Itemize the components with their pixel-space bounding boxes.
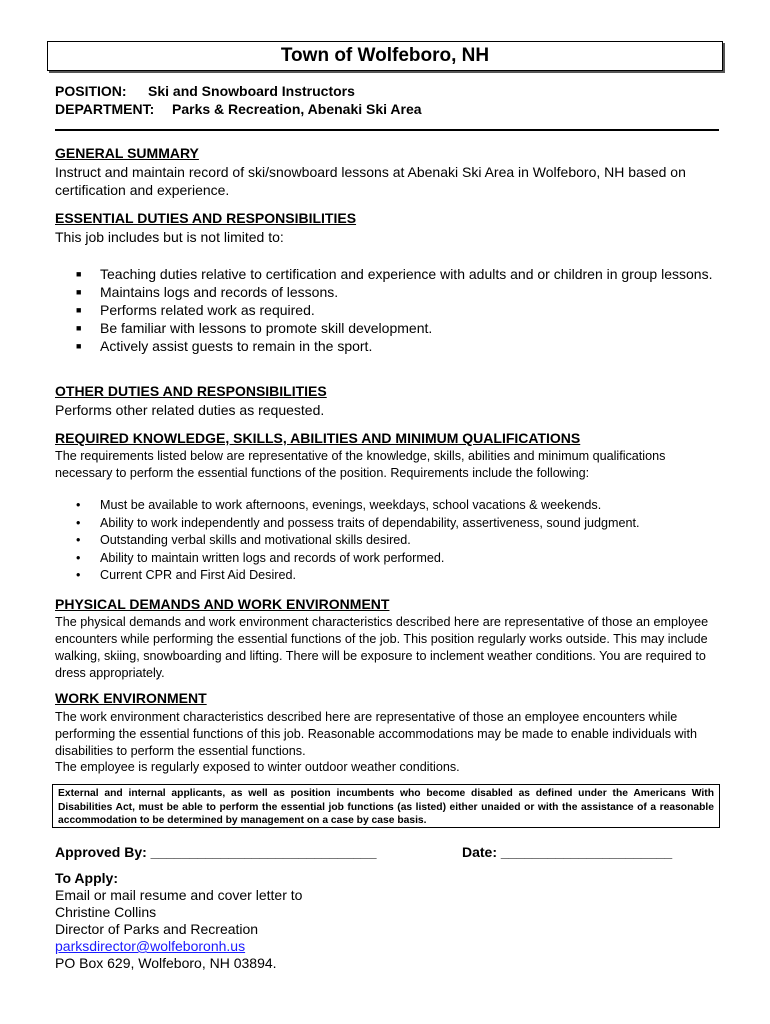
required-knowledge-list [55, 497, 719, 585]
contact-email-link[interactable]: parksdirector@wolfeboronh.us [55, 938, 246, 954]
document-title: Town of Wolfeboro, NH [47, 41, 723, 71]
bullet-icon: • [76, 550, 81, 565]
position-line [55, 83, 355, 99]
square-bullet-icon: ■ [76, 269, 82, 279]
essential-duties-list [55, 265, 719, 355]
ada-notice-box: External and internal applicants, as well as position incumbents who become disabled as defined under the Americans With Disabilities Act, must be able to perform the essential job functions (as listed) either unaided or with the assistance of a reasonable accommodation to be determined by management on a case by case basis. [52, 784, 720, 828]
list-item: ■ Maintains logs and records of lessons. [76, 284, 339, 300]
approved-by-line: Approved By: _____________________________ [55, 844, 377, 860]
date-line: Date: ______________________ [462, 844, 673, 860]
contact-name: Christine Collins [55, 904, 157, 920]
department-line [55, 101, 422, 117]
bullet-icon: • [76, 568, 81, 582]
position-label: POSITION: [55, 83, 127, 99]
square-bullet-icon: ■ [76, 287, 82, 297]
list-item: • Ability to work independently and possess traits of dependability, assertiveness, sound judgment. [55, 515, 719, 533]
apply-section [55, 870, 302, 972]
apply-instructions: Email or mail resume and cover letter to [55, 887, 303, 903]
list-item: ■ Teaching duties relative to certification and experience with adults and or children in group lessons. [76, 266, 713, 282]
square-bullet-icon: ■ [76, 323, 82, 333]
department-value: Parks & Recreation, Abenaki Ski Area [172, 101, 422, 117]
essential-duties-heading: ESSENTIAL DUTIES AND RESPONSIBILITIES [55, 210, 357, 226]
required-knowledge-heading: REQUIRED KNOWLEDGE, SKILLS, ABILITIES AND MINIMUM QUALIFICATIONS [55, 430, 581, 446]
square-bullet-icon: ■ [76, 341, 82, 351]
header-divider [55, 129, 719, 131]
list-item: • Current CPR and First Aid Desired. [55, 567, 719, 585]
bullet-icon: • [76, 533, 81, 547]
list-item: ■ Be familiar with lessons to promote skill development. [76, 320, 433, 336]
bullet-icon: • [76, 498, 81, 512]
contact-address: PO Box 629, Wolfeboro, NH 03894. [55, 955, 277, 971]
required-knowledge-intro: The requirements listed below are representative of the knowledge, skills, abilities and minimum qualifications necessary to perform the essential functions of the position. Requirements include the following: [55, 449, 666, 480]
other-duties-heading: OTHER DUTIES AND RESPONSIBILITIES [55, 383, 327, 399]
work-environment-text-2: The employee is regularly exposed to winter outdoor weather conditions. [55, 760, 460, 774]
contact-role: Director of Parks and Recreation [55, 921, 259, 937]
apply-heading: To Apply: [55, 870, 118, 886]
list-item: ■ Actively assist guests to remain in the sport. [76, 338, 373, 354]
list-item: ■ Performs related work as required. [76, 302, 315, 318]
bullet-icon: • [76, 515, 81, 530]
list-item: • Ability to maintain written logs and records of work performed. [55, 550, 719, 568]
list-item: • Outstanding verbal skills and motivational skills desired. [55, 532, 719, 550]
list-item: • Must be available to work afternoons, evenings, weekdays, school vacations & weekends. [55, 497, 719, 515]
position-value: Ski and Snowboard Instructors [148, 83, 355, 99]
general-summary-heading: GENERAL SUMMARY [55, 145, 199, 161]
physical-demands-heading: PHYSICAL DEMANDS AND WORK ENVIRONMENT [55, 596, 390, 612]
work-environment-heading: WORK ENVIRONMENT [55, 690, 207, 706]
physical-demands-text: The physical demands and work environment characteristics described here are representative of those an employee encounters while performing the essential functions of the job. This position regularly works outside. This may include walking, skiing, snowboarding and lifting. There will be exposure to inclement weather conditions. You are required to dress appropriately. [55, 615, 709, 680]
square-bullet-icon: ■ [76, 305, 82, 315]
department-label: DEPARTMENT: [55, 101, 155, 117]
work-environment-text: The work environment characteristics described here are representative of those an employee encounters while performing the essential functions of this job. Reasonable accommodations may be made to enable individuals with disabilities to perform the essential functions. [55, 710, 697, 758]
general-summary-text: Instruct and maintain record of ski/snowboard lessons at Abenaki Ski Area in Wolfeboro, NH based on certification and experience. [55, 164, 686, 198]
other-duties-text: Performs other related duties as requested. [55, 402, 325, 418]
essential-duties-intro: This job includes but is not limited to: [55, 229, 284, 245]
